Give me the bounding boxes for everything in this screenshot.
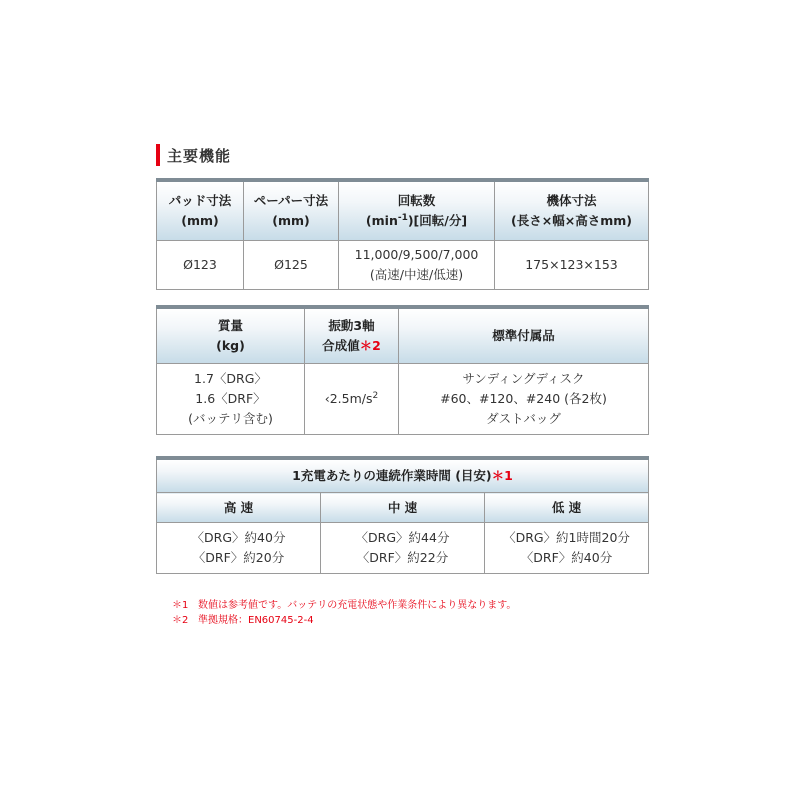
table-row [157,241,649,290]
header-medium-speed: 中 速 [321,493,485,523]
header-rotation-speed: 回転数 $(\min^{-1})$[回転/分] [339,180,495,241]
cell-pad-size: Ø123 [157,241,244,290]
header-pad-size: パッド寸法 (mm) [157,180,244,241]
footnote-2: ＊2 準拠規格：EN60745-2-4 [172,615,314,626]
cell-low-speed: 〈DRG〉約1時間20分 〈DRF〉約40分 [485,523,649,574]
table-row [157,523,649,574]
cell-high-speed: 〈DRG〉約40分 〈DRF〉約20分 [157,523,321,574]
section-heading [156,144,231,166]
section-title: 主要機能 [167,146,232,165]
footnote-1: ＊1 数値は参考値です。バッテリの充電状態や作業条件により異なります。 [172,600,517,611]
spec-table-weight [156,305,649,435]
cell-standard-accessories: サンディングディスク #60、#120、#240 (各2枚) ダストバッグ [399,364,649,435]
header-weight: 質量 (kg) [157,307,305,364]
header-body-dimensions: 機体寸法 (長さ×幅×高さmm) [495,180,649,241]
note-mark: ＊2 [359,338,381,353]
cell-body-dimensions: 175×123×153 [495,241,649,290]
table-header-row [157,458,649,493]
table-subheader-row [157,493,649,523]
cell-medium-speed: 〈DRG〉約44分 〈DRF〉約22分 [321,523,485,574]
note-mark: ＊1 [491,468,513,483]
header-high-speed: 高 速 [157,493,321,523]
header-runtime-title: 1充電あたりの連続作業時間 (目安)＊1 [157,458,649,493]
header-vibration: 振動3軸 合成値＊2 [305,307,399,364]
spec-table-runtime [156,456,649,574]
spec-table-main [156,178,649,290]
cell-paper-size: Ø125 [244,241,339,290]
cell-rotation-speed: 11,000/9,500/7,000 (高速/中速/低速) [339,241,495,290]
table-header-row [157,307,649,364]
header-paper-size: ペーパー寸法 (mm) [244,180,339,241]
footnotes [172,598,516,628]
table-row [157,364,649,435]
header-standard-accessories: 標準付属品 [399,307,649,364]
cell-weight: 1.7〈DRG〉 1.6〈DRF〉 (バッテリ含む) [157,364,305,435]
table-header-row [157,180,649,241]
heading-accent-bar [156,144,160,166]
header-low-speed: 低 速 [485,493,649,523]
cell-vibration: $‹2.5m/s^2$ [305,364,399,435]
